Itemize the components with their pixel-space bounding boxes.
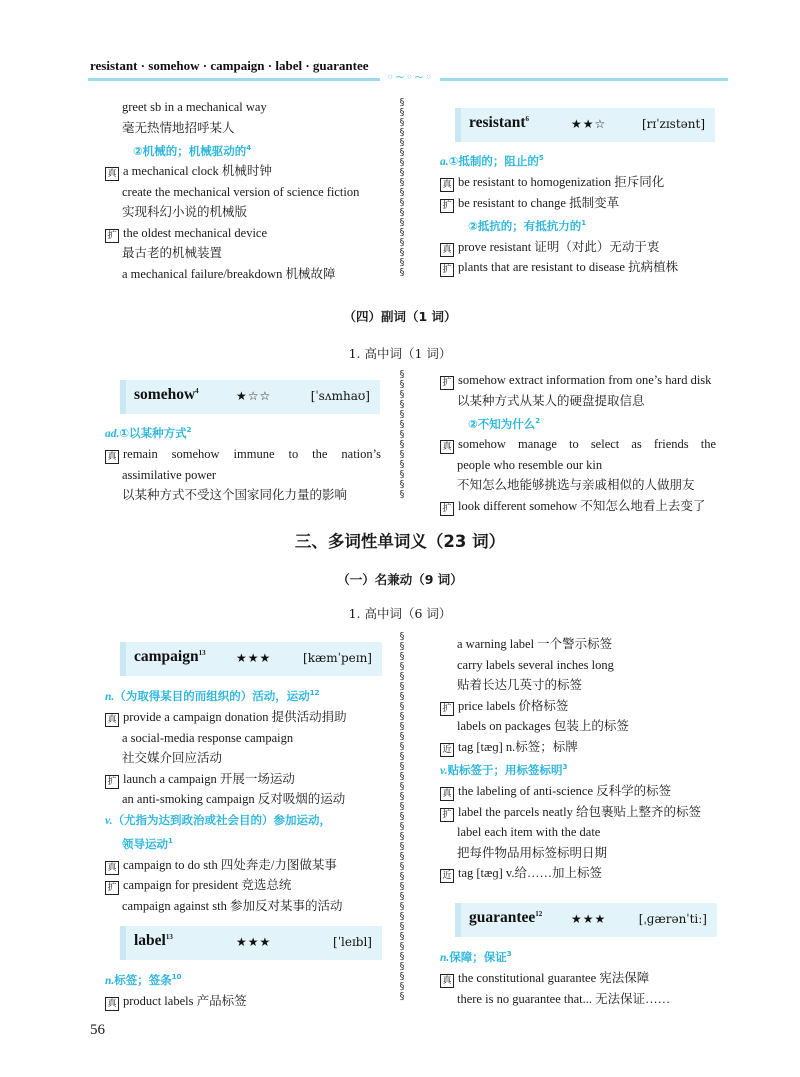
example-line (440, 237, 730, 258)
tag-kuo-icon: 扩 (440, 808, 454, 822)
sense-text: ②抵抗的；有抵抗力的 (468, 219, 582, 234)
example-line (440, 193, 730, 214)
example-text: an anti-smoking campaign 反对吸烟的运动 (122, 792, 346, 807)
example-text: campaign to do sth 四处奔走/力图做某事 (123, 857, 337, 872)
part-of-speech: a. (440, 155, 449, 168)
part-of-speech: n. (105, 974, 115, 987)
frequency-stars: ★☆☆ (236, 389, 272, 403)
example-text: labels on packages 包装上的标签 (457, 719, 629, 733)
example-line (105, 97, 390, 118)
example-line (105, 855, 390, 876)
tag-zhen-icon: 真 (440, 974, 454, 988)
example-line (440, 475, 720, 496)
sense-text: 标签；签条 (114, 972, 172, 987)
example-line (440, 968, 730, 989)
example-text: price labels 价格标签 (458, 698, 569, 713)
example-line (440, 172, 730, 193)
example-line (440, 391, 720, 412)
example-text: somehow extract information from one’s hard disk (458, 373, 712, 387)
example-text: campaign for president 竞选总统 (123, 878, 292, 893)
entry-label-body (105, 967, 390, 1012)
example-line (105, 202, 390, 223)
example-line (105, 748, 390, 769)
example-line (440, 434, 720, 455)
sense-frequency: 2 (535, 417, 541, 425)
running-head: resistant · somehow · campaign · label · guarantee (90, 58, 369, 73)
sense-line (440, 213, 730, 236)
sense-text: ①抵制的；阻止的 (448, 153, 539, 168)
tag-kuo-icon: 扩 (105, 881, 119, 895)
example-text: somehow manage to select as friends the (458, 437, 716, 452)
phonetic: [ˈleɪbl] (333, 935, 372, 949)
tag-zhen-icon: 真 (440, 178, 454, 192)
column-divider: § § § § § § § § § § § § § § § § § § § § § § § § § § § § § § § § § § § § § (399, 632, 405, 1002)
example-line (105, 118, 390, 139)
tag-zhen-icon: 真 (105, 450, 119, 464)
sense-line (440, 411, 720, 434)
entry-campaign-body (105, 683, 390, 916)
example-line (440, 696, 730, 717)
example-text: people who resemble our kin (457, 457, 603, 472)
example-text: tag [tæɡ] n.标签；标牌 (458, 739, 578, 754)
sense-frequency: 4 (246, 144, 252, 152)
sense-text: ②机械的；机械驱动的 (133, 143, 247, 158)
example-text: product labels 产品标签 (123, 994, 247, 1009)
example-text: label the parcels neatly 给包裹贴上整齐的标签 (458, 804, 701, 819)
example-text: the labeling of anti-science 反科学的标签 (458, 784, 672, 799)
tag-zhen-icon: 真 (105, 861, 119, 875)
phonetic: [rɪˈzɪstənt] (641, 117, 705, 131)
example-line (440, 802, 730, 823)
tag-zhen-icon: 真 (105, 997, 119, 1011)
example-line (440, 675, 730, 696)
example-text: 毫无热情地招呼某人 (122, 120, 235, 135)
tag-kuo-icon: 扩 (105, 229, 119, 243)
frequency-stars: ★★★ (571, 912, 607, 926)
example-line (105, 161, 390, 182)
sense-line (440, 944, 730, 968)
sense-frequency: 3 (506, 950, 512, 958)
headword: guarantee$^{12}$ (469, 909, 543, 926)
sense-text: ①以某种方式 (119, 425, 187, 440)
tag-jin-icon: 近 (440, 743, 454, 757)
tag-kuo-icon: 扩 (440, 376, 454, 390)
example-line (105, 728, 390, 749)
entry-label-body-continued (440, 634, 730, 884)
entry-somehow-body (105, 420, 385, 506)
example-line (105, 264, 390, 285)
example-text: 贴着长达几英寸的标签 (457, 678, 583, 692)
example-text: 实现科幻小说的机械版 (122, 205, 248, 220)
example-text: the constitutional guarantee 宪法保障 (458, 971, 650, 986)
example-line (440, 634, 730, 655)
sense-line (105, 683, 390, 707)
entry-somehow-body-continued (440, 370, 720, 516)
example-line (105, 707, 390, 728)
example-line (440, 257, 730, 278)
frequency-stars: ★★★ (236, 651, 272, 665)
example-line (440, 737, 730, 758)
example-line (440, 455, 720, 476)
headword: label$^{13}$ (134, 932, 173, 949)
sense-frequency: 10 (171, 973, 182, 981)
example-text: a social-media response campaign (122, 730, 294, 745)
example-line (440, 843, 730, 864)
example-line (440, 781, 730, 802)
example-text: 不知怎么地能够挑选与亲戚相似的人做朋友 (457, 478, 695, 493)
example-text: 把每件物品用标签标明日期 (457, 845, 608, 860)
example-text: prove resistant 证明（对此）无动于衷 (458, 239, 660, 254)
entry-resistant-body (440, 148, 730, 278)
sense-text: 保障；保证 (449, 949, 507, 964)
example-text: create the mechanical version of science fiction (122, 184, 360, 199)
sense-text: 贴标签于；用标签标明 (447, 762, 563, 777)
example-text: 社交媒介回应活动 (122, 751, 223, 766)
heading-high-school-2: 1. 高中词（6 词） (348, 606, 452, 621)
tag-zhen-icon: 真 (440, 243, 454, 257)
example-text: tag [tæɡ] v.给……加上标签 (458, 866, 602, 881)
headword: campaign$^{13}$ (134, 648, 206, 665)
example-text: look different somehow 不知怎么地看上去变了 (458, 498, 706, 513)
phonetic: [kæmˈpeɪn] (303, 651, 372, 665)
example-text: 以某种方式从某人的硬盘提取信息 (457, 393, 645, 408)
example-text: a warning label 一个警示标签 (457, 637, 613, 651)
headword: somehow$^4$ (134, 386, 199, 403)
headword: resistant$^6$ (469, 114, 530, 131)
sense-text: （为取得某目的而组织的）活动，运动 (114, 688, 310, 703)
example-line (105, 485, 385, 506)
example-text: there is no guarantee that... 无法保证…… (457, 991, 671, 1006)
phonetic: [ˌɡærənˈtiː] (638, 912, 707, 926)
sense-line (105, 810, 390, 832)
sense-line (105, 138, 390, 161)
entry-label-header (120, 926, 382, 960)
example-line (440, 863, 730, 884)
example-text: greet sb in a mechanical way (122, 100, 267, 114)
example-line (105, 789, 390, 810)
tag-kuo-icon: 扩 (440, 263, 454, 277)
sense-frequency: 2 (186, 426, 192, 434)
example-text: 最古老的机械装置 (122, 246, 223, 261)
heading-adverb: （四）副词（1 词） (343, 309, 457, 324)
tag-kuo-icon: 扩 (440, 199, 454, 213)
frequency-stars: ★★★ (236, 935, 272, 949)
example-text: campaign against sth 参加反对某事的活动 (122, 898, 343, 913)
part-of-speech: v. (105, 814, 113, 827)
phonetic: [ˈsʌmhaʊ] (310, 389, 370, 403)
sense-frequency: 1 (168, 837, 173, 846)
example-line (105, 896, 390, 917)
part-of-speech: ad. (105, 427, 120, 440)
part-of-speech: n. (440, 951, 450, 964)
example-line (440, 989, 730, 1010)
entry-guarantee-header (455, 903, 717, 937)
sense-text: ②不知为什么 (468, 416, 536, 431)
sense-text: 领导运动 (122, 837, 168, 852)
part-of-speech: v. (440, 764, 448, 777)
example-text: carry labels several inches long (457, 657, 614, 672)
heading-part-3: 三、多词性单词义（23 词） (294, 532, 506, 551)
header-ornament-icon: ◦~◦~◦ (380, 70, 440, 86)
example-line (105, 444, 385, 465)
sense-line (105, 420, 385, 444)
sense-line (440, 148, 730, 172)
example-text: remain somehow immune to the nation’s (123, 447, 381, 462)
example-line (440, 496, 720, 517)
heading-high-school-1: 1. 高中词（1 词） (348, 346, 452, 361)
example-text: the oldest mechanical device (123, 225, 268, 240)
example-line (105, 991, 390, 1012)
example-line (105, 223, 390, 244)
entry-guarantee-body (440, 944, 730, 1009)
example-text: 以某种方式不受这个国家同化力量的影响 (122, 488, 348, 503)
part-of-speech: n. (105, 690, 115, 703)
example-text: plants that are resistant to disease 抗病植株 (458, 260, 679, 275)
tag-zhen-icon: 真 (440, 440, 454, 454)
example-line (105, 182, 390, 203)
tag-zhen-icon: 真 (440, 787, 454, 801)
entry-resistant-header (455, 108, 715, 142)
example-line (440, 370, 720, 391)
frequency-stars: ★★☆ (571, 117, 607, 131)
tag-kuo-icon: 扩 (440, 502, 454, 516)
sense-frequency: 3 (562, 763, 568, 771)
sense-frequency: 1 (581, 219, 587, 228)
column-divider: § § § § § § § § § § § § § § § § § § (399, 98, 405, 278)
sense-line (105, 831, 390, 854)
mechanical-continued-column (105, 97, 390, 284)
example-text: launch a campaign 开展一场运动 (123, 771, 295, 786)
example-line (105, 875, 390, 896)
example-text: provide a campaign donation 提供活动捐助 (123, 710, 347, 725)
tag-jin-icon: 近 (440, 869, 454, 883)
example-text: assimilative power (122, 467, 217, 482)
page-number: 56 (90, 1022, 105, 1038)
sense-line (440, 757, 730, 781)
example-line (105, 465, 385, 486)
example-text: label each item with the date (457, 825, 601, 840)
sense-text: （尤指为达到政治或社会目的）参加运动， (112, 812, 332, 827)
example-line (105, 769, 390, 790)
tag-zhen-icon: 真 (105, 167, 119, 181)
example-text: be resistant to homogenization 拒斥同化 (458, 175, 665, 190)
column-divider: § § § § § § § § § § § § § (399, 370, 405, 500)
tag-kuo-icon: 扩 (440, 702, 454, 716)
example-line (440, 716, 730, 737)
example-line (440, 655, 730, 676)
entry-somehow-header (120, 380, 380, 414)
sense-frequency: 5 (538, 154, 544, 162)
entry-campaign-header (120, 642, 382, 676)
tag-kuo-icon: 扩 (105, 775, 119, 789)
example-line (105, 243, 390, 264)
example-text: a mechanical failure/breakdown 机械故障 (122, 266, 336, 281)
example-line (440, 822, 730, 843)
sense-line (105, 967, 390, 991)
sense-frequency: 12 (309, 689, 320, 697)
example-text: be resistant to change 抵制变革 (458, 195, 620, 210)
heading-noun-verb: （一）名兼动（9 词） (337, 572, 463, 587)
example-text: a mechanical clock 机械时钟 (123, 164, 272, 179)
tag-zhen-icon: 真 (105, 713, 119, 727)
